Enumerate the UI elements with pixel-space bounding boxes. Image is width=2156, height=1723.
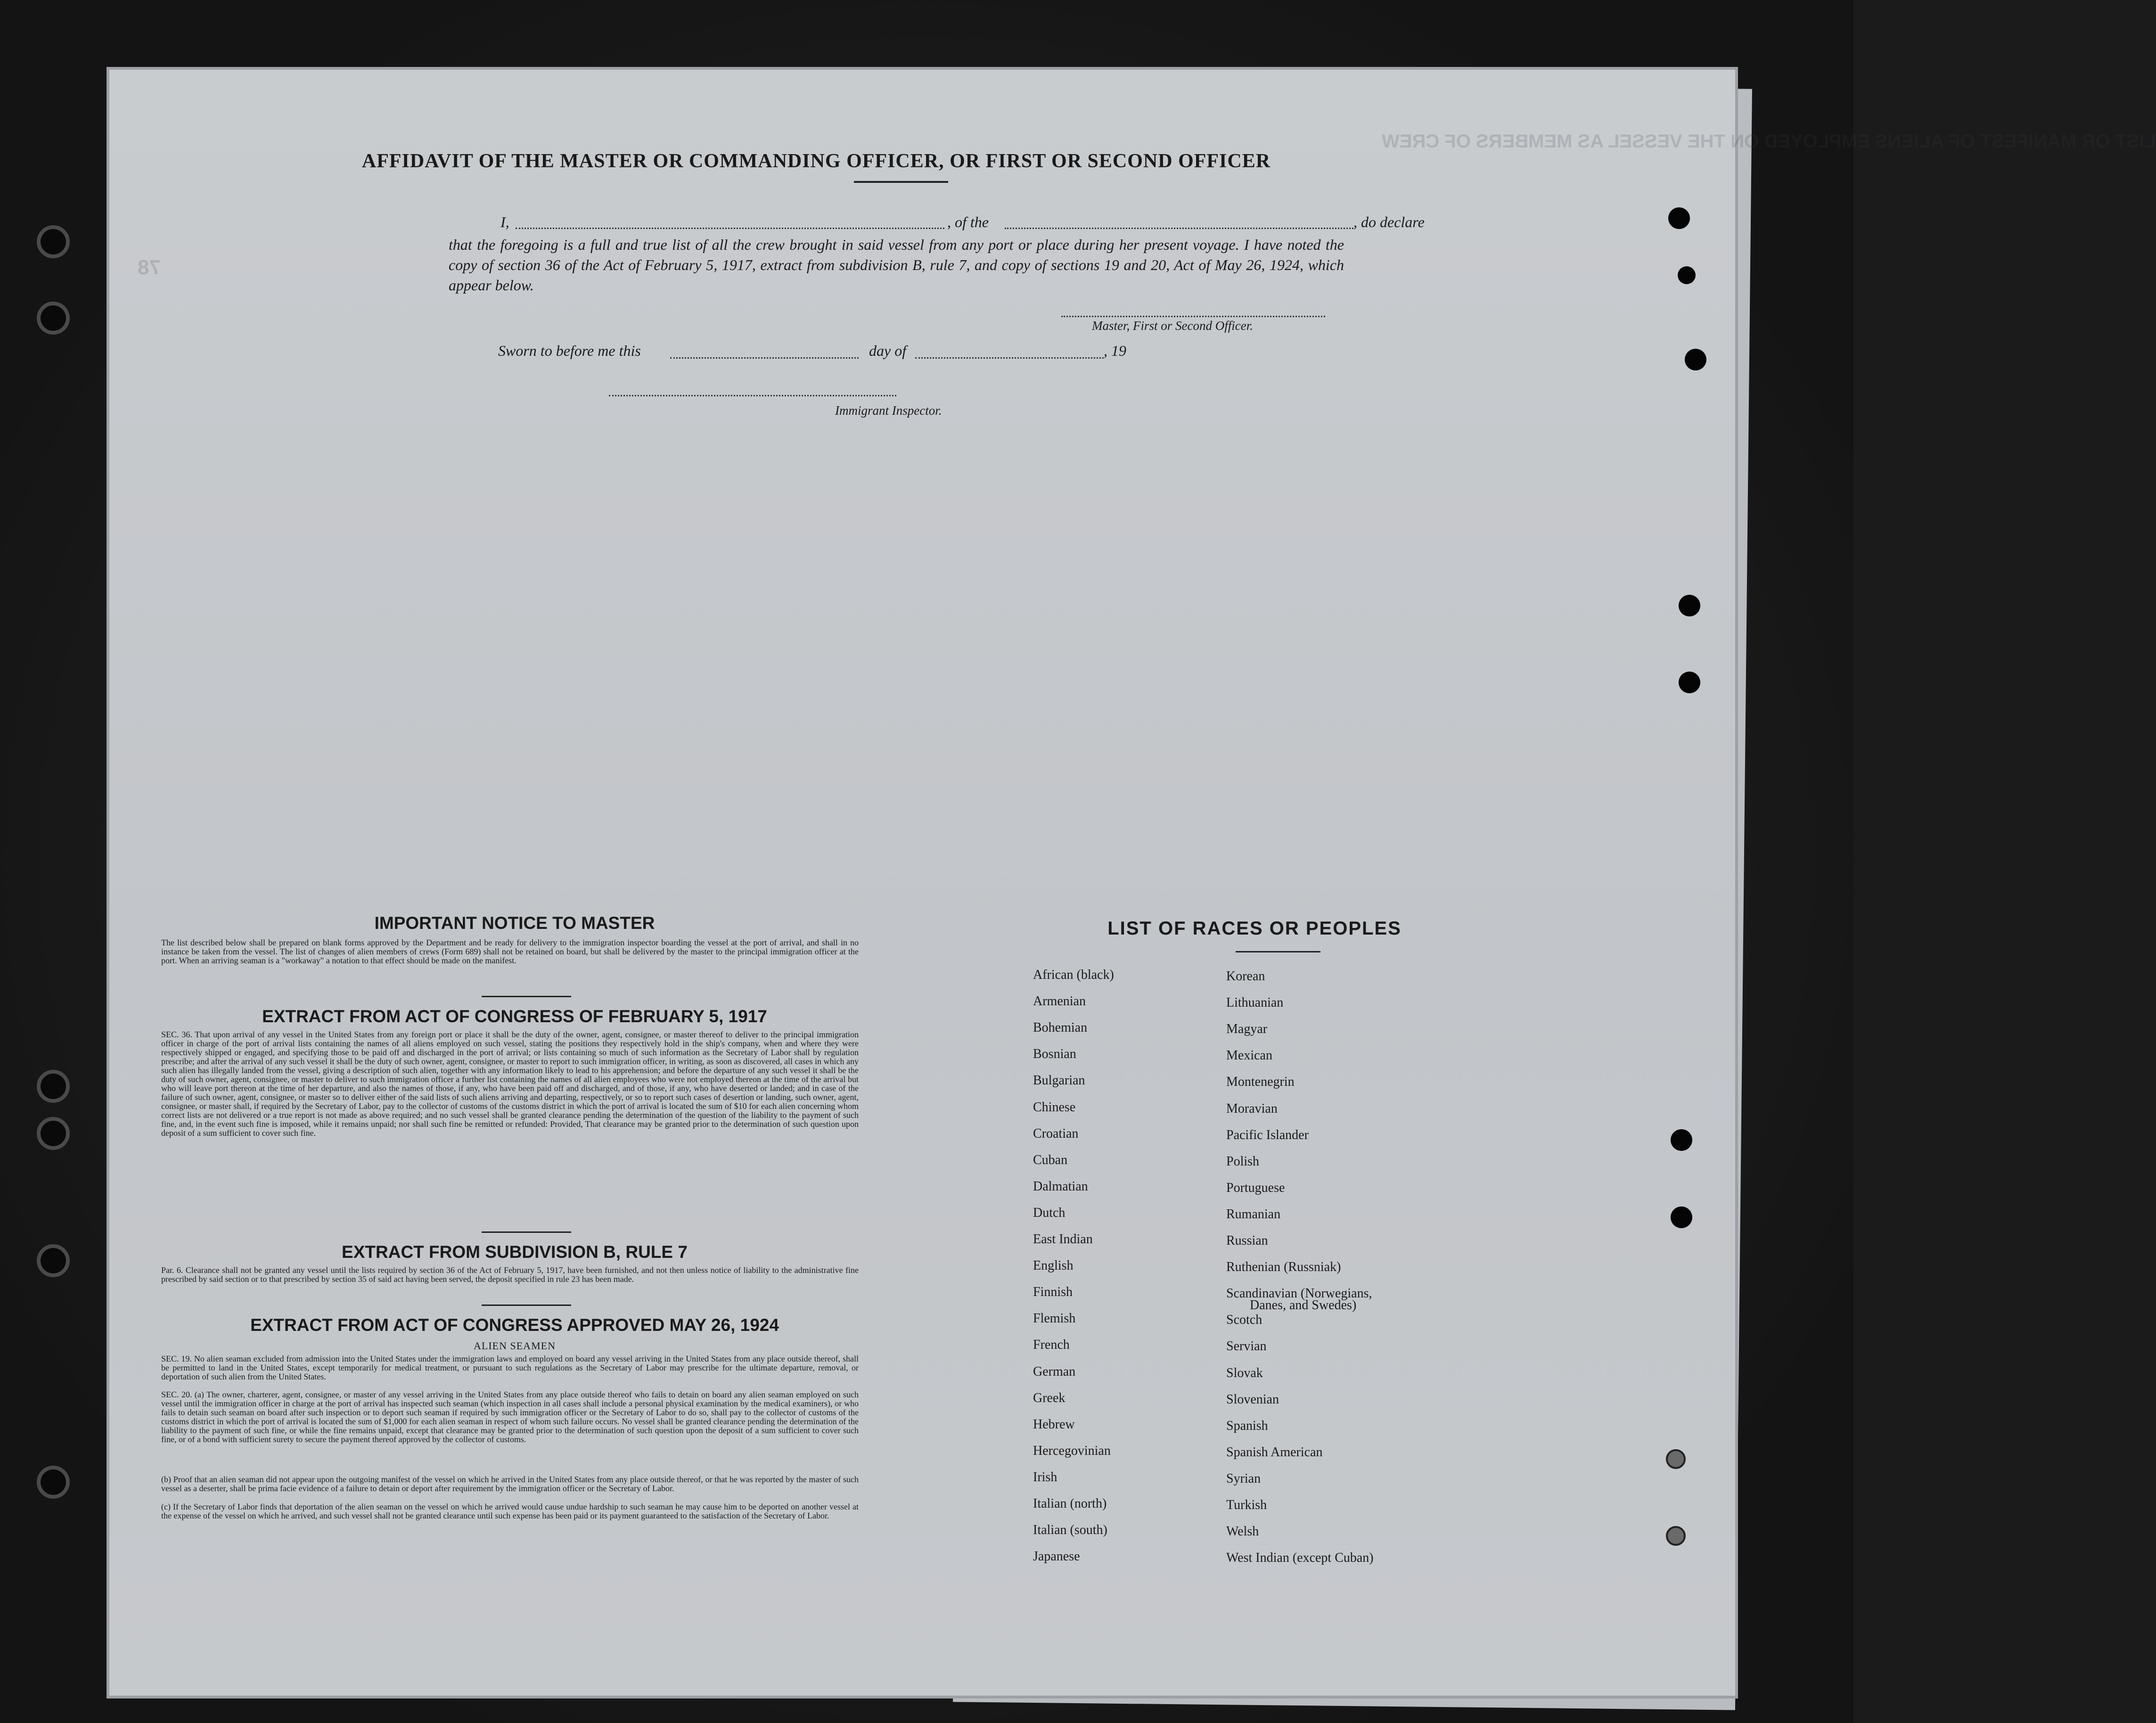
document-page [109, 70, 2156, 1696]
binder-hole [37, 1244, 70, 1277]
race-item: Montenegrin [1226, 1075, 1295, 1090]
races-underline [1236, 951, 1320, 952]
races-title: LIST OF RACES OR PEOPLES [1107, 918, 1402, 939]
punch-hole [1678, 266, 1696, 284]
sworn-month-field[interactable] [915, 357, 1104, 359]
vessel-name-field[interactable] [1005, 228, 1353, 229]
race-item: Korean [1226, 969, 1265, 984]
race-item: Danes, and Swedes) [1250, 1298, 1357, 1313]
race-item: Bosnian [1033, 1047, 1076, 1062]
race-item: Italian (north) [1033, 1496, 1107, 1511]
race-item: Servian [1226, 1339, 1267, 1354]
race-item: Hercegovinian [1033, 1443, 1111, 1458]
declaration-suffix: , do declare [1353, 213, 1425, 230]
affidavit-title: AFFIDAVIT OF THE MASTER OR COMMANDING OFFICER, OR FIRST OR SECOND OFFICER [361, 150, 1271, 172]
declaration-name-prefix: I, [500, 213, 509, 230]
race-item: Scandinavian (Norwegians, [1226, 1286, 1372, 1301]
race-item: Ruthenian (Russniak) [1226, 1260, 1341, 1275]
extract-1924-heading: EXTRACT FROM ACT OF CONGRESS APPROVED MAY 26, 1924 [250, 1315, 779, 1335]
sec20c-body: (c) If the Secretary of Labor finds that deportation of the alien seaman on the vessel on which he arrived would cause undue hardship to such seaman he may cause him to be deported on another vessel at the expense of the vessel on which he arrived, and such vessel shall not be granted clearance until such expense has been paid or its payment guaranteed to the satisfaction of the Secretary of Labor. [161, 1502, 859, 1520]
race-item: Spanish [1226, 1418, 1268, 1433]
race-item: Irish [1033, 1469, 1058, 1485]
race-item: Slovenian [1226, 1392, 1279, 1407]
race-item: Japanese [1033, 1549, 1080, 1564]
punch-hole [1671, 1129, 1692, 1151]
binder-hole [37, 1070, 70, 1103]
master-name-field[interactable] [516, 228, 944, 229]
inspector-signature-field[interactable] [609, 395, 896, 396]
race-item: Bulgarian [1033, 1073, 1085, 1088]
sec19-body: SEC. 19. No alien seaman excluded from admission into the United States under the immigration laws and employed on board any vessel arriving in the United States from any place outside thereof, shall be permitted to land in the United States, except temporarily for medical treatment, or pursuant to such regulations as the Secretary of Labor may prescribe for the ultimate departure, removal, or deportation of such alien from the United States. [161, 1354, 859, 1381]
sec20a-body: SEC. 20. (a) The owner, charterer, agent, consignee, or master of any vessel arriving in the United States from any place outside thereof who fails to detain on board any alien seaman employed on such vessel until the immigration officer in charge at the port of arrival has inspected such seaman (which inspection in all cases shall include a personal physical examination by the medical examiners), or who fails to detain such seaman on board after such inspection or to deport such seaman if required by such immigration officer or the Secretary of Labor to do so, shall pay to the collector of customs of the customs district in which the port of arrival is located the sum of $1,000 for each alien seaman in respect of whom such failure occurs. No vessel shall be granted clearance pending the determination of the liability to the payment of such fine, or while the fine remains unpaid, except that clearance may be granted prior to the determination of such question upon the deposit of a sum sufficient to cover such fine, or of a bond with sufficient surety to secure the payment thereof approved by the collector of customs. [161, 1390, 859, 1444]
affidavit-body: that the foregoing is a full and true list of all the crew brought in said vessel from any port or place during her present voyage. I have noted the copy of section 36 of the Act of February 5, 1917, extract from subdivision B, rule 7, and copy of sections 19 and 20, Act of May 26, 1924, which appear below. [449, 236, 1344, 294]
punch-hole [1671, 1206, 1692, 1228]
punch-hole [1679, 595, 1700, 616]
binder-hole [37, 225, 70, 258]
race-item: Armenian [1033, 994, 1086, 1009]
binder-hole [37, 1466, 70, 1499]
alien-seamen-subheading: ALIEN SEAMEN [474, 1340, 556, 1352]
race-item: Welsh [1226, 1524, 1259, 1539]
punch-hole [1668, 207, 1690, 229]
sec20b-body: (b) Proof that an alien seaman did not appear upon the outgoing manifest of the vessel on which he arrived in the United States from any place outside thereof, or that he was reported by the master of such vessel as a deserter, shall be prima facie evidence of a failure to detain or deport after requirement by the immigration officer or the Secretary of Labor. [161, 1475, 859, 1493]
divider [482, 1305, 571, 1306]
sworn-prefix: Sworn to before me this [498, 342, 641, 359]
race-item: Chinese [1033, 1099, 1076, 1115]
race-item: Scotch [1226, 1313, 1262, 1328]
extract-1917-body: SEC. 36. That upon arrival of any vessel in the United States from any foreign port or place it shall be the duty of the owner, agent, consignee, or master thereof to deliver to the principal immigration officer in charge of the port of arrival lists containing the names of all aliens employed on such vessel, stating the positions they respectively hold in the ship's company, when and where they were respectively shipped or engaged, and specifying those to be paid off and discharged in the port of arrival; or lists containing so much of such information as the Secretary of Labor shall by regulation prescribe; and after the arrival of any such vessel it shall be the duty of such owner, agent, consignee, or master to report to such immigration officer, in writing, as soon as discovered, all cases in which any such alien has illegally landed from the vessel, giving a description of such alien, together with any information likely to lead to his apprehension; and before the departure of any such vessel it shall be the duty of such owner, agent, consignee, or master to deliver to such immigration officer a further list containing the names of all alien employees who were not employed thereon at the time of the arrival but who will leave port thereon at the time of her departure, and also the names of those, if any, who have been paid off and discharged, and of those, if any, who have deserted or landed; and in case of the failure of such owner, agent, consignee, or master so to deliver either of the said lists of such aliens arriving and departing, respectively, or so to report such cases of desertion or landing, such owner, agent, consignee, or master shall, if required by the Secretary of Labor, pay to the collector of customs of the customs district in which the port of arrival is located the sum of $10 for each alien concerning whom correct lists are not delivered or a true report is not made as above required; and no such vessel shall be granted clearance pending the determination of the question of the liability to the payment of such fine, and, in the event such fine is imposed, while it remains unpaid; nor shall such fine be remitted or refunded: Provided, That clearance may be granted prior to the determination of such question upon deposit of a sum sufficient to cover such fine. [161, 1030, 859, 1138]
divider [482, 996, 571, 997]
race-item: German [1033, 1364, 1076, 1379]
race-item: Finnish [1033, 1285, 1073, 1300]
race-item: Polish [1226, 1154, 1260, 1169]
race-item: Flemish [1033, 1311, 1076, 1326]
race-item: Lithuanian [1226, 995, 1284, 1010]
race-item: African (black) [1033, 968, 1114, 982]
bleed-through-header: LIST OR MANIFEST OF ALIENS EMPLOYED ON THE VESSEL AS MEMBERS OF CREW [1382, 131, 2156, 152]
inspector-label: Immigrant Inspector. [835, 403, 942, 418]
race-item: Turkish [1226, 1498, 1267, 1512]
race-item: Italian (south) [1033, 1523, 1107, 1538]
sworn-day-label: day of [869, 342, 907, 359]
race-item: Croatian [1033, 1126, 1079, 1141]
race-item: Spanish American [1226, 1444, 1323, 1460]
race-item: Syrian [1226, 1471, 1261, 1486]
notice-body: The list described below shall be prepared on blank forms approved by the Department and be ready for delivery to the immigration inspector boarding the vessel at the port of arrival, and shall in no instance be taken from the vessel. The list of changes of alien members of crews (Form 689) shall not be retained on board, but shall be delivered by the master to the principal immigration officer at the port. When an arriving seaman is a "workaway" a notation to that effect should be made on the manifest. [161, 938, 859, 965]
race-item: Dalmatian [1033, 1179, 1088, 1194]
race-item: Portuguese [1226, 1180, 1285, 1195]
rule7-heading: EXTRACT FROM SUBDIVISION B, RULE 7 [342, 1242, 688, 1262]
race-item: Mexican [1226, 1048, 1272, 1063]
race-item: Greek [1033, 1390, 1066, 1405]
sworn-day-field[interactable] [670, 357, 859, 359]
rule7-body: Par. 6. Clearance shall not be granted any vessel until the lists required by section 36 of the Act of February 5, 1917, have been furnished, and not then unless notice of liability to the administrative fine prescribed by said section or to that prescribed by section 35 of said act having been served, the deposit specified in rule 23 has been made. [161, 1265, 859, 1284]
master-signature-label: Master, First or Second Officer. [1092, 319, 1253, 333]
title-underline [854, 181, 948, 183]
divider [482, 1231, 571, 1233]
race-item: Pacific Islander [1226, 1127, 1309, 1142]
sworn-year-label: , 19 [1104, 342, 1126, 359]
punch-hole [1666, 1449, 1686, 1469]
race-item: Dutch [1033, 1205, 1066, 1220]
race-item: Magyar [1226, 1022, 1268, 1037]
punch-hole [1685, 349, 1706, 370]
master-signature-field[interactable] [1061, 316, 1325, 317]
race-item: East Indian [1033, 1232, 1093, 1247]
race-item: Bohemian [1033, 1020, 1088, 1035]
race-item: Moravian [1226, 1101, 1278, 1116]
binder-hole [37, 302, 70, 335]
bleed-through-number: 78 [138, 256, 161, 279]
declaration-vessel-prefix: , of the [947, 213, 989, 230]
race-item: English [1033, 1258, 1074, 1273]
race-item: Hebrew [1033, 1417, 1075, 1432]
race-item: French [1033, 1337, 1070, 1353]
notice-heading: IMPORTANT NOTICE TO MASTER [374, 913, 655, 933]
race-item: Rumanian [1226, 1206, 1281, 1222]
binder-hole [37, 1117, 70, 1150]
race-item: Russian [1226, 1233, 1268, 1248]
punch-hole [1679, 672, 1700, 693]
extract-1917-heading: EXTRACT FROM ACT OF CONGRESS OF FEBRUARY 5, 1917 [262, 1007, 767, 1026]
punch-hole [1666, 1526, 1686, 1546]
race-item: Slovak [1226, 1365, 1263, 1380]
race-item: Cuban [1033, 1152, 1068, 1167]
race-item: West Indian (except Cuban) [1226, 1551, 1374, 1566]
